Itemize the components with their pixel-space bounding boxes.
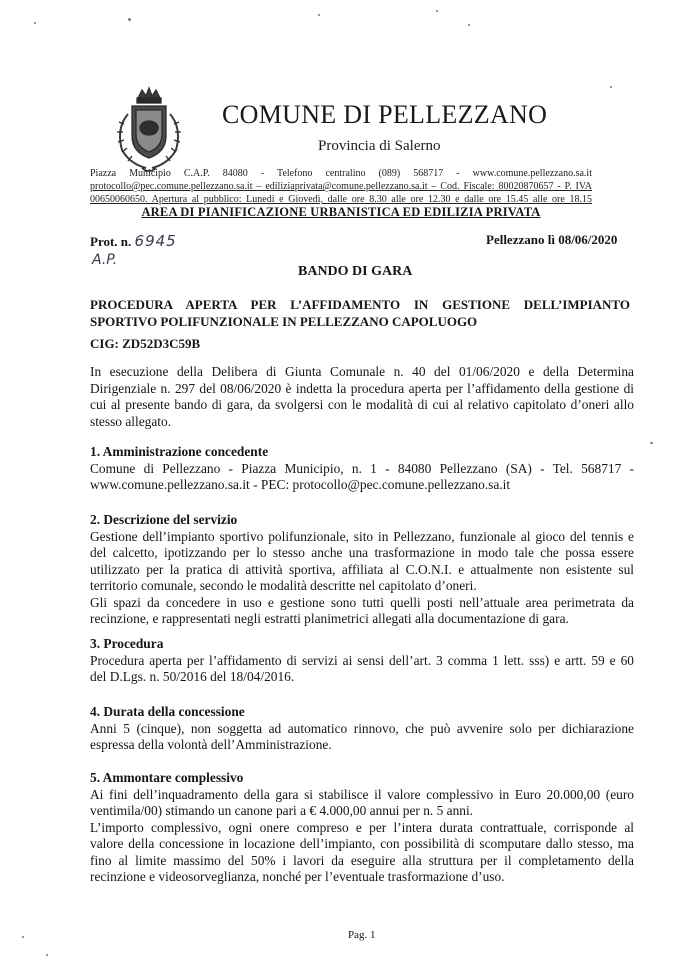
- scan-speck: [650, 442, 653, 444]
- body-line: espressa della volontà dell’Amministrazione.: [90, 737, 332, 752]
- body-line: stesso allegato.: [90, 413, 172, 429]
- handwritten-initials: A.P.: [92, 252, 118, 268]
- document-title: BANDO DI GARA: [298, 264, 413, 279]
- body-line: valore della concessione in locazione dell’impianto, con possibilità di scomputare dallo stesso, ma: [90, 836, 634, 851]
- body-line: recinzione e videosorveglianza, nonché per l’eventuale trasformazione d’uso.: [90, 869, 505, 884]
- body-line: In esecuzione della Delibera di Giunta Comunale n. 40 del 01/06/2020 e della Determina: [90, 364, 634, 379]
- municipality-name: COMUNE DI PELLEZZANO: [222, 100, 548, 129]
- scan-speck: [46, 954, 48, 956]
- place-and-date: Pellezzano lì 08/06/2020: [486, 232, 618, 247]
- body-line: Gli spazi da concedere in uso e gestione sono tutti quelli posti nell’attuale area perimetrata da: [90, 594, 634, 610]
- section-heading: 2. Descrizione del servizio: [90, 512, 238, 527]
- body-line: utilizzato per la pratica di attività sportiva, affiliata al C.O.N.I. e attualmente non esistente sul: [90, 561, 634, 577]
- section-heading: 5. Ammontare complessivo: [90, 770, 244, 785]
- scan-speck: [22, 936, 24, 938]
- scan-speck: [318, 14, 320, 16]
- body-line: Dirigenziale n. 297 del 08/06/2020 è indetta la procedura aperta per l’affidamento della gestione di: [90, 380, 634, 396]
- scan-speck: [128, 18, 131, 21]
- section-ammontare: [90, 770, 634, 886]
- body-line: recinzione, e rappresentati negli estratti planimetrici allegati alla documentazione di gara.: [90, 611, 569, 626]
- body-line: ventimila/00) stimando un canone pari a € 4.000,00 annui per n. 5 anni.: [90, 803, 474, 818]
- section-amministrazione: [90, 444, 634, 494]
- body-line: Gestione dell’impianto sportivo polifunzionale, sito in Pellezzano, funzionale al gioco del tennis e: [90, 528, 634, 544]
- body-line: Procedura aperta per l’affidamento di servizi ai sensi dell’art. 3 comma 1 lett. sss) e artt. 59 e 60: [90, 652, 634, 668]
- section-durata: [90, 704, 634, 754]
- section-heading: 4. Durata della concessione: [90, 704, 245, 719]
- body-line: cui al presente bando di gara, da svolgersi con le modalità di cui al relativo capitolato d’oneri allo: [90, 397, 634, 412]
- protocol-number: [90, 232, 177, 250]
- cig-code: CIG: ZD52D3C59B: [90, 336, 201, 351]
- procedure-title-line: SPORTIVO POLIFUNZIONALE IN PELLEZZANO CAPOLUOGO: [90, 314, 478, 329]
- protocol-label: Prot. n.: [90, 234, 132, 249]
- municipal-crest-emblem: [108, 84, 190, 180]
- scan-speck: [436, 10, 438, 12]
- body-line: Anni 5 (cinque), non soggetta ad automatico rinnovo, che può avvenire solo per dichiarazione: [90, 720, 634, 736]
- province-name: Provincia di Salerno: [318, 138, 441, 154]
- section-descrizione: [90, 512, 634, 628]
- body-line: territorio comunale, secondo le modalità descritte nel capitolato d’oneri.: [90, 578, 477, 593]
- body-line: del D.Lgs. n. 50/2016 del 18/04/2016.: [90, 669, 295, 684]
- intro-paragraph: [90, 364, 634, 430]
- procedure-title-line: PROCEDURA APERTA PER L’AFFIDAMENTO IN GESTIONE DELL’IMPIANTO: [90, 297, 630, 312]
- section-heading: 1. Amministrazione concedente: [90, 444, 269, 459]
- body-line: fino al limite massimo del 50% i lavori da eseguire alla struttura per il completamento della: [90, 852, 634, 868]
- contact-line-address: Piazza Municipio C.A.P. 84080 - Telefono centralino (089) 568717 - www.comune.pellezzano.sa.it: [90, 168, 592, 179]
- scan-speck: [610, 86, 612, 88]
- body-line: del calcetto, ipotizzando per lo stesso anche una trasformazione in modo tale che possa essere: [90, 545, 634, 560]
- body-line: L’importo complessivo, ogni onere compreso e per l’intera durata contrattuale, corrisponde al: [90, 819, 634, 835]
- scan-speck: [468, 24, 470, 26]
- contact-line-email: protocollo@pec.comune.pellezzano.sa.it – ediliziaprivata@comune.pellezzano.sa.it – Cod. Fiscale: 80020870657 - P. IVA: [90, 181, 592, 192]
- section-heading: 3. Procedura: [90, 636, 164, 651]
- department-heading: AREA DI PIANIFICAZIONE URBANISTICA ED EDILIZIA PRIVATA: [141, 205, 541, 219]
- body-line: www.comune.pellezzano.sa.it - PEC: protocollo@pec.comune.pellezzano.sa.it: [90, 477, 511, 492]
- contact-line-hours: 00650060650. Apertura al pubblico: Lunedì e Giovedì, dalle ore 8.30 alle ore 12.30 e dalle ore 15.45 alle ore 18.15: [90, 194, 592, 205]
- scan-speck: [34, 22, 36, 24]
- body-line: Ai fini dell’inquadramento della gara si stabilisce il valore complessivo in Euro 20.000,00 (euro: [90, 786, 634, 802]
- section-procedura: [90, 636, 634, 686]
- body-line: Comune di Pellezzano - Piazza Municipio, n. 1 - 84080 Pellezzano (SA) - Tel. 568717 -: [90, 460, 634, 476]
- protocol-handwritten-number: 6945: [134, 232, 177, 250]
- procedure-title: [90, 296, 630, 330]
- page-number: Pag. 1: [348, 929, 376, 941]
- contact-block: [90, 167, 592, 206]
